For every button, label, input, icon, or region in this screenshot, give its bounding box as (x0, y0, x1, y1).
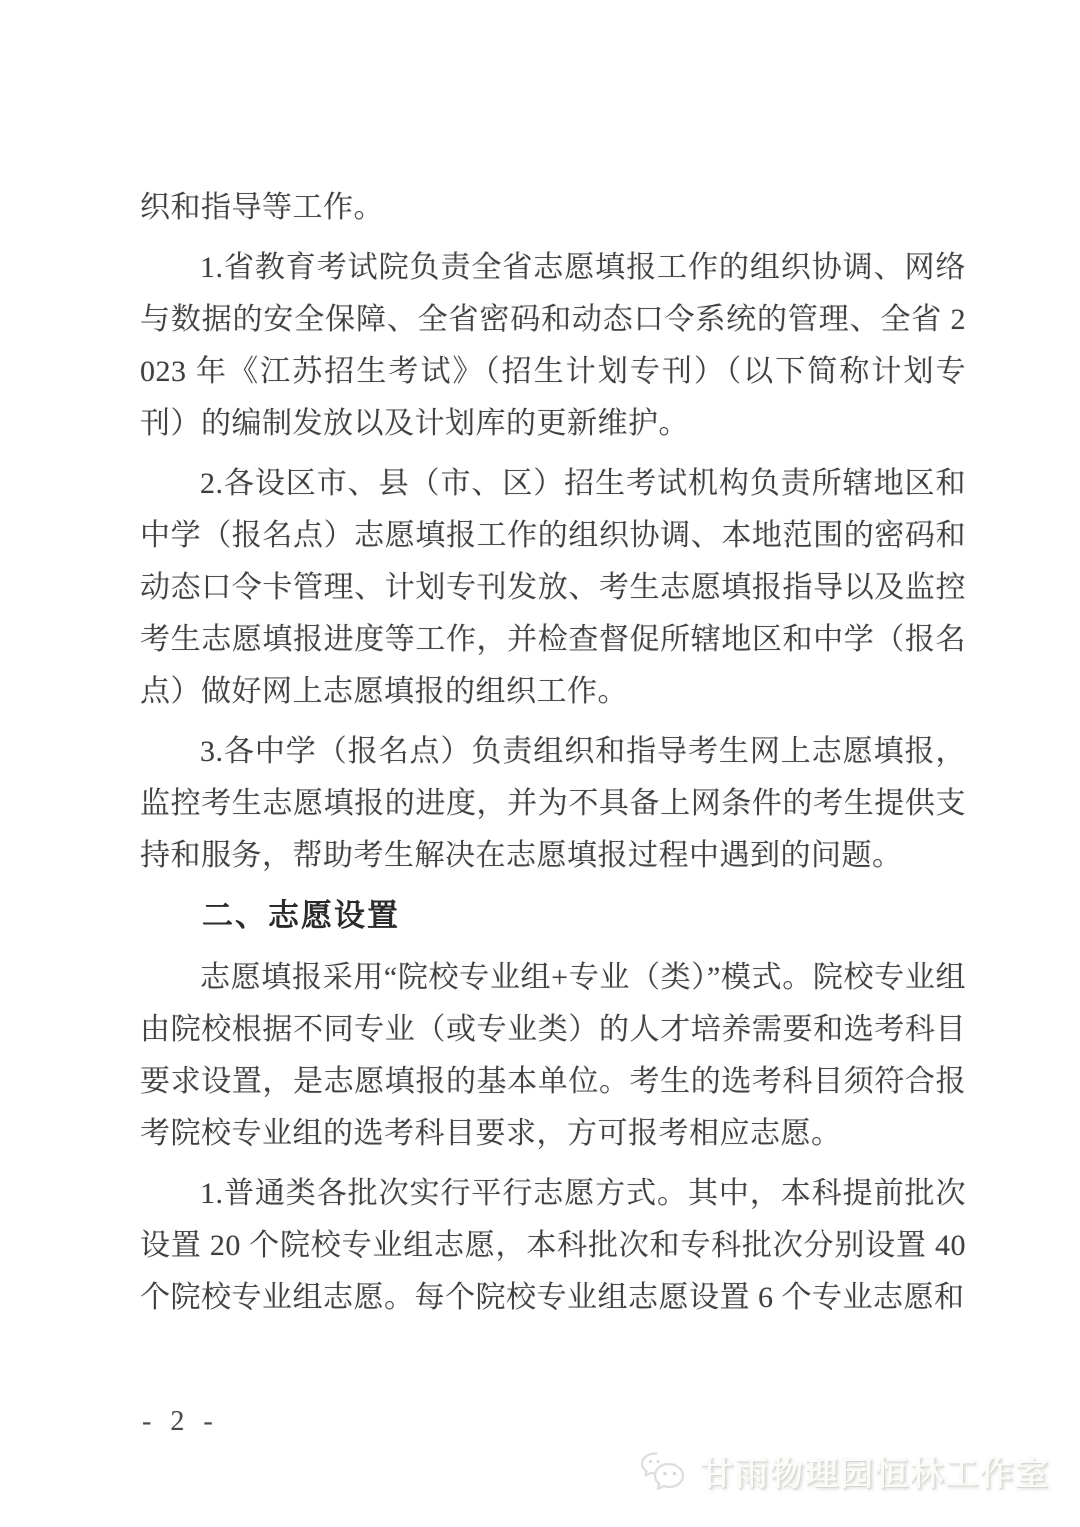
section-heading: 二、志愿设置 (202, 898, 400, 933)
paragraph-continuation: 织和指导等工作。 (140, 191, 384, 224)
document-body (140, 182, 966, 1332)
paragraph-item-3: 3.各中学（报名点）负责组织和指导考生网上志愿填报，监控考生志愿填报的进度，并为不具备上网条件的考生提供支持和服务，帮助考生解决在志愿填报过程中遇到的问题。 (140, 735, 966, 872)
paragraph-volunteer-mode: 志愿填报采用“院校专业组+专业（类）”模式。院校专业组由院校根据不同专业（或专业类）的人才培养需要和选考科目要求设置，是志愿填报的基本单位。考生的选考科目须符合报考院校专业组的选考科目要求，方可报考相应志愿。 (140, 961, 966, 1150)
watermark (638, 1448, 1050, 1495)
paragraph-item-1-batches: 1.普通类各批次实行平行志愿方式。其中，本科提前批次设置 20 个院校专业组志愿，本科批次和专科批次分别设置 40 个院校专业组志愿。每个院校专业组志愿设置 6 个专业志愿和 (140, 1177, 966, 1314)
wechat-icon (638, 1449, 690, 1495)
paragraph-item-2: 2.各设区市、县（市、区）招生考试机构负责所辖地区和中学（报名点）志愿填报工作的组织协调、本地范围的密码和动态口令卡管理、计划专刊发放、考生志愿填报指导以及监控考生志愿填报进度等工作，并检查督促所辖地区和中学（报名点）做好网上志愿填报的组织工作。 (140, 467, 966, 708)
paragraph-item-1: 1.省教育考试院负责全省志愿填报工作的组织协调、网络与数据的安全保障、全省密码和动态口令系统的管理、全省 2023 年《江苏招生考试》（招生计划专刊）（以下简称计划专刊）的编制发放以及计划库的更新维护。 (140, 251, 966, 440)
watermark-label: 甘雨物理园恒林工作室 (700, 1455, 1050, 1492)
page-number: - 2 - (142, 1406, 219, 1437)
